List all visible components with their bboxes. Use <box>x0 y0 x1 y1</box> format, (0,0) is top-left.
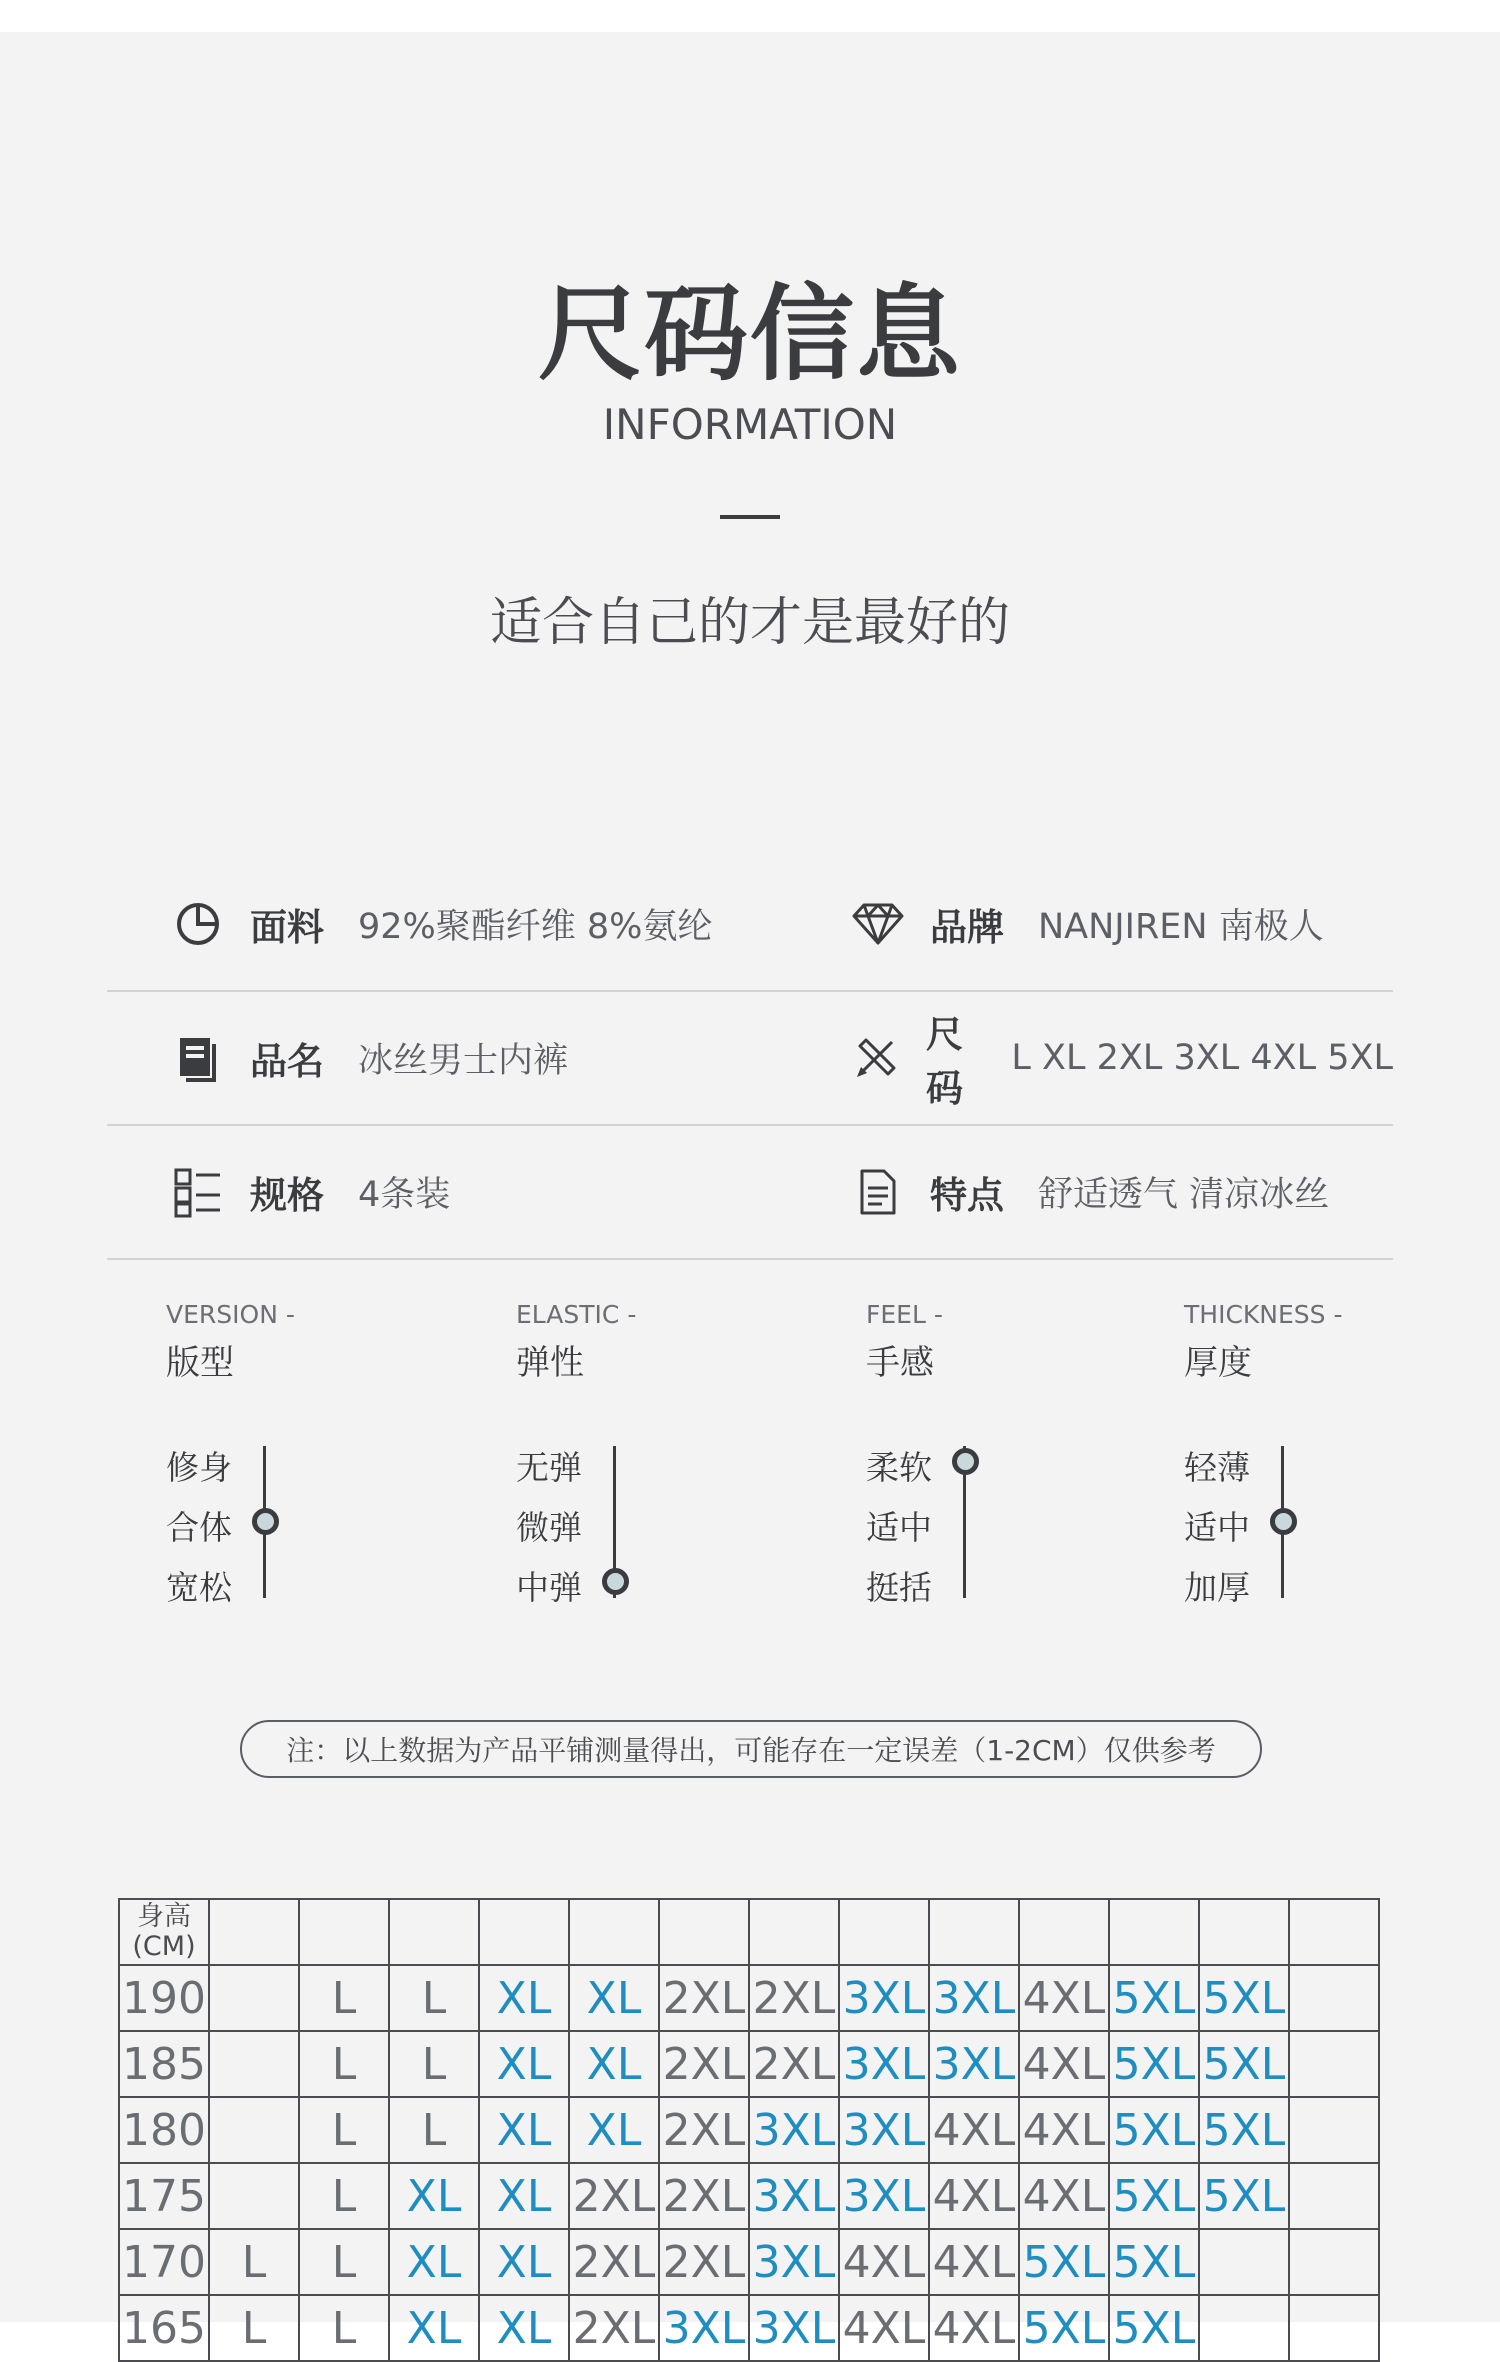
attr-option: 适中 <box>1184 1508 1250 1547</box>
info-row-1 <box>107 858 1393 992</box>
attr-option: 宽松 <box>166 1568 232 1607</box>
info-label: 规格 <box>250 1174 324 1217</box>
scale-marker <box>252 1508 279 1535</box>
size-cell: L <box>389 2097 479 2163</box>
book-icon <box>172 1032 224 1084</box>
table-header-cell <box>1019 1899 1109 1965</box>
height-cell: 165 <box>119 2295 209 2361</box>
attr-option: 适中 <box>866 1508 932 1547</box>
attr-zh: 版型 <box>166 1343 234 1383</box>
size-cell: L <box>209 2229 299 2295</box>
height-cell: 175 <box>119 2163 209 2229</box>
height-cell: 170 <box>119 2229 209 2295</box>
table-header-cell <box>209 1899 299 1965</box>
size-cell: 5XL <box>1109 2031 1199 2097</box>
size-cell: 2XL <box>569 2295 659 2361</box>
size-cell: 3XL <box>749 2295 839 2361</box>
height-cell: 190 <box>119 1965 209 2031</box>
size-cell: 3XL <box>839 2031 929 2097</box>
attr-option: 轻薄 <box>1184 1448 1250 1487</box>
size-cell: L <box>299 2295 389 2361</box>
size-cell: 2XL <box>569 2229 659 2295</box>
size-chart-table <box>118 1898 1380 2362</box>
size-cell: 5XL <box>1199 2031 1289 2097</box>
table-row <box>119 2229 1379 2295</box>
size-cell: 2XL <box>659 1965 749 2031</box>
size-cell <box>209 2031 299 2097</box>
size-cell: L <box>299 2163 389 2229</box>
size-cell: 3XL <box>749 2097 839 2163</box>
page-title: 尺码信息 <box>537 273 962 395</box>
size-cell: XL <box>479 2163 569 2229</box>
size-cell <box>1289 2097 1379 2163</box>
info-value: 冰丝男士内裤 <box>358 1041 569 1081</box>
size-cell <box>209 2097 299 2163</box>
info-row-2 <box>107 992 1393 1126</box>
size-cell <box>1289 2163 1379 2229</box>
info-label: 尺码 <box>926 1013 963 1110</box>
size-cell <box>1199 2229 1289 2295</box>
size-cell: 5XL <box>1019 2295 1109 2361</box>
size-cell <box>209 1965 299 2031</box>
table-header-cell <box>659 1899 749 1965</box>
attr-thickness <box>1184 1300 1464 1607</box>
attr-option: 微弹 <box>516 1508 582 1547</box>
attr-option: 无弹 <box>516 1448 582 1487</box>
size-cell: 3XL <box>929 2031 1019 2097</box>
size-cell: 2XL <box>569 2163 659 2229</box>
attr-zh: 手感 <box>866 1343 934 1383</box>
size-cell: 3XL <box>839 2097 929 2163</box>
size-cell: XL <box>569 2097 659 2163</box>
size-cell: 4XL <box>839 2229 929 2295</box>
size-cell: 3XL <box>659 2295 749 2361</box>
size-cell: XL <box>479 2097 569 2163</box>
size-cell: 4XL <box>929 2229 1019 2295</box>
size-cell: XL <box>479 2295 569 2361</box>
info-row-3 <box>107 1126 1393 1260</box>
attr-en: THICKNESS - <box>1184 1300 1343 1329</box>
scale-marker <box>602 1568 629 1595</box>
info-value: 舒适透气 清凉冰丝 <box>1038 1175 1330 1215</box>
size-cell: 5XL <box>1199 2163 1289 2229</box>
header-height-label: 身高 <box>137 1901 191 1932</box>
info-label: 特点 <box>930 1174 1004 1217</box>
table-header-cell <box>749 1899 839 1965</box>
size-cell: L <box>299 2031 389 2097</box>
size-cell: L <box>389 2031 479 2097</box>
size-cell: 3XL <box>749 2163 839 2229</box>
pie-chart-icon <box>172 898 224 950</box>
measurement-note: 注：以上数据为产品平铺测量得出，可能存在一定误差（1-2CM）仅供参考 <box>240 1720 1262 1778</box>
diamond-icon <box>852 898 904 950</box>
attr-zh: 厚度 <box>1184 1343 1252 1383</box>
page-canvas <box>0 32 1500 2354</box>
size-cell: XL <box>479 1965 569 2031</box>
document-icon <box>852 1166 904 1218</box>
attr-option: 柔软 <box>866 1448 932 1487</box>
size-cell <box>1199 2295 1289 2361</box>
size-cell: L <box>209 2295 299 2361</box>
height-cell: 185 <box>119 2031 209 2097</box>
size-cell: XL <box>389 2163 479 2229</box>
attr-feel <box>866 1300 1146 1607</box>
info-value: 92%聚酯纤维 8%氨纶 <box>358 907 713 947</box>
size-cell: 2XL <box>659 2229 749 2295</box>
info-product-name <box>172 992 568 1124</box>
header-unit-label: (CM) <box>132 1931 196 1962</box>
size-cell: 5XL <box>1109 2097 1199 2163</box>
title-divider <box>720 515 780 519</box>
table-row <box>119 1965 1379 2031</box>
size-cell: 3XL <box>839 1965 929 2031</box>
size-cell: 4XL <box>1019 2031 1109 2097</box>
table-row <box>119 2097 1379 2163</box>
size-cell: 4XL <box>929 2295 1019 2361</box>
table-header-cell <box>1109 1899 1199 1965</box>
table-row <box>119 2295 1379 2361</box>
size-cell: L <box>299 2229 389 2295</box>
size-cell <box>1289 2031 1379 2097</box>
size-cell: 2XL <box>659 2097 749 2163</box>
table-header-cell <box>569 1899 659 1965</box>
size-cell: 2XL <box>749 1965 839 2031</box>
size-cell: 4XL <box>929 2163 1019 2229</box>
attr-version <box>166 1300 446 1607</box>
table-row <box>119 2031 1379 2097</box>
size-cell: XL <box>479 2229 569 2295</box>
attr-option: 合体 <box>166 1508 232 1547</box>
table-header-row <box>119 1899 1379 1965</box>
table-header-cell <box>929 1899 1019 1965</box>
info-fabric <box>172 858 712 990</box>
size-cell: 4XL <box>1019 2097 1109 2163</box>
tagline: 适合自己的才是最好的 <box>489 593 1010 653</box>
size-cell <box>1289 1965 1379 2031</box>
size-cell: 2XL <box>659 2163 749 2229</box>
scale-marker <box>1270 1508 1297 1535</box>
info-brand <box>852 858 1324 990</box>
attr-option: 挺括 <box>866 1568 932 1607</box>
height-cell: 180 <box>119 2097 209 2163</box>
size-cell: XL <box>479 2031 569 2097</box>
info-value: NANJIREN 南极人 <box>1038 907 1324 947</box>
size-cell: 2XL <box>659 2031 749 2097</box>
size-cell: 5XL <box>1109 2229 1199 2295</box>
size-cell: XL <box>389 2229 479 2295</box>
table-header-cell <box>479 1899 569 1965</box>
attr-zh: 弹性 <box>516 1343 584 1383</box>
table-header-cell <box>119 1899 209 1965</box>
size-cell <box>1289 2295 1379 2361</box>
size-cell: 2XL <box>749 2031 839 2097</box>
table-header-cell <box>1199 1899 1289 1965</box>
size-cell: 4XL <box>839 2295 929 2361</box>
info-size <box>852 992 1393 1124</box>
info-label: 品牌 <box>930 906 1004 949</box>
size-cell: XL <box>569 2031 659 2097</box>
page-subtitle: INFORMATION <box>602 400 898 449</box>
table-header-cell <box>299 1899 389 1965</box>
info-spec <box>172 1126 450 1258</box>
scale-marker <box>952 1448 979 1475</box>
size-cell: L <box>299 2097 389 2163</box>
info-value: L XL 2XL 3XL 4XL 5XL <box>1011 1038 1393 1078</box>
attr-en: ELASTIC - <box>516 1300 637 1329</box>
size-cell: 5XL <box>1019 2229 1109 2295</box>
attr-en: VERSION - <box>166 1300 295 1329</box>
size-cell: 4XL <box>929 2097 1019 2163</box>
size-cell: 4XL <box>1019 2163 1109 2229</box>
size-cell <box>1289 2229 1379 2295</box>
size-cell: 5XL <box>1109 1965 1199 2031</box>
size-cell: XL <box>389 2295 479 2361</box>
size-cell: 3XL <box>929 1965 1019 2031</box>
size-cell: 3XL <box>749 2229 839 2295</box>
info-features <box>852 1126 1329 1258</box>
size-cell: 5XL <box>1199 1965 1289 2031</box>
ruler-pencil-icon <box>852 1032 900 1084</box>
table-header-cell <box>389 1899 479 1965</box>
table-row <box>119 2163 1379 2229</box>
size-cell: 4XL <box>1019 1965 1109 2031</box>
attr-elastic <box>516 1300 796 1607</box>
attr-option: 中弹 <box>516 1568 582 1607</box>
size-cell: L <box>299 1965 389 2031</box>
size-cell: 5XL <box>1109 2163 1199 2229</box>
size-cell: L <box>389 1965 479 2031</box>
table-header-cell <box>1289 1899 1379 1965</box>
attr-en: FEEL - <box>866 1300 943 1329</box>
size-cell: XL <box>569 1965 659 2031</box>
checklist-icon <box>172 1166 224 1218</box>
info-label: 品名 <box>250 1040 324 1083</box>
info-value: 4条装 <box>358 1175 451 1215</box>
size-cell: 5XL <box>1109 2295 1199 2361</box>
size-cell: 5XL <box>1199 2097 1289 2163</box>
info-label: 面料 <box>250 906 324 949</box>
attr-option: 加厚 <box>1184 1568 1250 1607</box>
table-header-cell <box>839 1899 929 1965</box>
size-cell: 3XL <box>839 2163 929 2229</box>
attr-option: 修身 <box>166 1448 232 1487</box>
size-cell <box>209 2163 299 2229</box>
